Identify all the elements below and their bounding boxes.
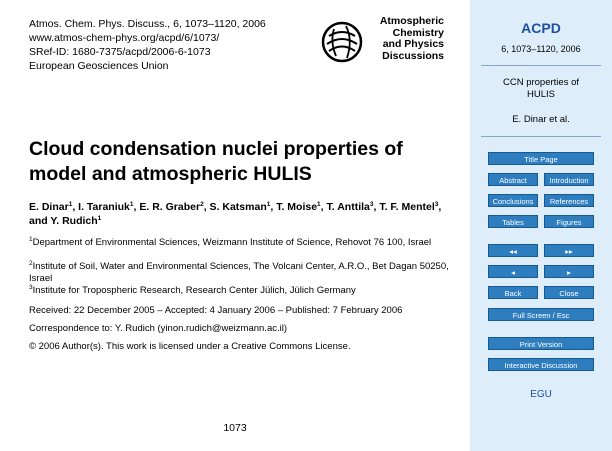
print-version-button[interactable]: Print Version <box>488 337 594 350</box>
author-affiliation-mark: 2 <box>200 201 204 208</box>
title-page-button[interactable]: Title Page <box>488 152 594 165</box>
back-button[interactable]: Back <box>488 286 538 299</box>
author-name: E. Dinar <box>29 201 69 213</box>
close-button[interactable]: Close <box>544 286 594 299</box>
paper-title: Cloud condensation nuclei properties of model and atmospheric HULIS <box>29 138 403 185</box>
egu-label: EGU <box>530 389 552 400</box>
dates-line: Received: 22 December 2005 – Accepted: 4 January 2006 – Published: 7 February 2006 <box>29 305 403 316</box>
divider <box>481 65 601 66</box>
tables-button[interactable]: Tables <box>488 215 538 228</box>
affiliation-1 <box>29 237 449 249</box>
author-name: T. Anttila <box>326 201 370 213</box>
next-page-button[interactable]: ▸ <box>544 265 594 278</box>
author-name: I. Taraniuk <box>78 201 130 213</box>
introduction-button[interactable]: Introduction <box>544 173 594 186</box>
short-authors: E. Dinar et al. <box>512 114 570 125</box>
author-name: Y. Rudich <box>50 215 98 227</box>
affiliation-text: Institute of Soil, Water and Environmental Sciences, The Volcani Center, A.R.O., Bet Dagan 50250, Israel <box>29 261 449 284</box>
author-affiliation-mark: 3 <box>369 201 374 208</box>
publisher-line: European Geosciences Union <box>29 60 169 72</box>
conclusions-button[interactable]: Conclusions <box>488 194 538 207</box>
author-affiliation-mark: 1 <box>68 201 73 208</box>
author-name: S. Katsman <box>209 201 267 213</box>
logo-line-4: Discussions <box>382 49 444 62</box>
author-separator: , <box>203 201 210 213</box>
author-name: T. Moise <box>276 201 318 213</box>
license-line[interactable]: © 2006 Author(s). This work is licensed under a Creative Commons License. <box>29 341 351 352</box>
author-name: E. R. Graber <box>139 201 201 213</box>
author-separator: , <box>373 201 380 213</box>
previous-page-button[interactable]: ◂ <box>488 265 538 278</box>
affiliation-number: 2 <box>29 260 33 267</box>
page-number: 1073 <box>223 422 247 434</box>
author-list <box>29 200 449 228</box>
short-title <box>470 77 612 101</box>
logo-line-1: Atmospheric <box>379 15 444 27</box>
logo-line-2: Chemistry <box>392 26 444 39</box>
author-affiliation-mark: 1 <box>129 201 134 208</box>
logo-wordmark <box>380 16 444 62</box>
affiliation-text: Institute for Tropospheric Research, Research Center Jülich, Jülich Germany <box>32 285 356 296</box>
journal-name: ACPD <box>521 20 561 36</box>
figures-button[interactable]: Figures <box>544 215 594 228</box>
url-line[interactable]: www.atmos-chem-phys.org/acpd/6/1073/ <box>29 32 220 44</box>
affiliation-3 <box>29 285 449 297</box>
short-title-line-2: HULIS <box>527 89 555 100</box>
affiliation-text: Department of Environmental Sciences, Weizmann Institute of Science, Rehovot 76 100, Israel <box>32 237 432 248</box>
author-affiliation-mark: 3 <box>434 201 439 208</box>
author-separator: , <box>133 201 140 213</box>
sref-line: SRef-ID: 1680-7375/acpd/2006-6-1073 <box>29 46 211 58</box>
affiliation-number: 3 <box>29 284 33 291</box>
author-name: T. F. Mentel <box>379 201 435 213</box>
globe-icon <box>320 20 364 64</box>
references-button[interactable]: References <box>544 194 594 207</box>
affiliation-number: 1 <box>29 236 33 243</box>
affiliation-2 <box>29 261 449 285</box>
interactive-discussion-button[interactable]: Interactive Discussion <box>488 358 594 371</box>
author-separator: , and <box>29 201 442 227</box>
author-separator: , <box>72 201 79 213</box>
logo-line-3: and Physics <box>382 38 444 50</box>
last-page-button[interactable]: ▸▸ <box>544 244 594 257</box>
author-affiliation-mark: 1 <box>317 201 321 208</box>
fullscreen-button[interactable]: Full Screen / Esc <box>488 308 594 321</box>
author-affiliation-mark: 1 <box>266 201 271 208</box>
author-separator: , <box>320 201 327 213</box>
correspondence-line: Correspondence to: Y. Rudich (yinon.rudich@weizmann.ac.il) <box>29 323 288 334</box>
author-separator: , <box>270 201 277 213</box>
journal-info: 6, 1073–1120, 2006 <box>501 44 581 54</box>
journal-logo <box>320 16 444 72</box>
first-page-button[interactable]: ◂◂ <box>488 244 538 257</box>
short-title-line-1: CCN properties of <box>502 77 580 88</box>
author-affiliation-mark: 1 <box>97 215 102 222</box>
abstract-button[interactable]: Abstract <box>488 173 538 186</box>
divider <box>481 136 601 137</box>
citation-line: Atmos. Chem. Phys. Discuss., 6, 1073–1120, 2006 <box>29 18 266 30</box>
